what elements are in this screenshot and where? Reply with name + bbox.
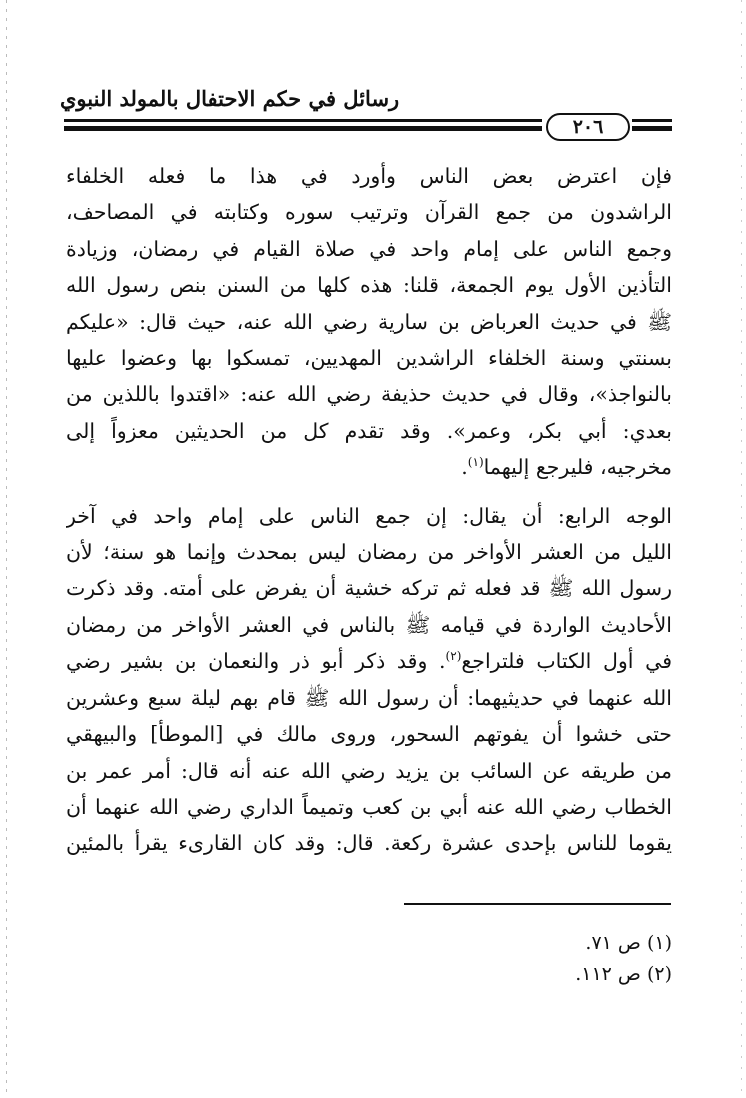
footnote-separator xyxy=(404,903,671,905)
running-title: رسائل في حكم الاحتفال بالمولد النبوي xyxy=(60,86,400,111)
text-line: حتى خشوا أن يفوتهم السحور، وروى مالك في [الموطأ] والبيهقي xyxy=(66,722,672,747)
text-line xyxy=(66,643,672,679)
text-line: ﷺ في حديث العرباض بن سارية رضي الله عنه، حيث قال: «عليكم xyxy=(66,309,672,334)
text-line: يقوما للناس بإحدى عشرة ركعة. قال: وقد كان القارىء يقرأ بالمئين xyxy=(66,831,672,856)
text-fragment: مخرجيه، فليرجع إليهما xyxy=(483,455,672,480)
text-line: الخطاب رضي الله عنه أبي بن كعب وتميماً الداري رضي الله عنهما أن xyxy=(66,794,672,819)
footnote-2: (٢) ص ١١٢. xyxy=(575,963,672,985)
text-line: الوجه الرابع: أن يقال: إن جمع الناس على إمام واحد في آخر xyxy=(66,503,672,528)
text-line: بعدي: أبي بكر، وعمر». وقد تقدم كل من الحديثين معزواً إلى xyxy=(66,418,672,443)
text-line xyxy=(66,449,672,485)
header-rule xyxy=(64,119,542,133)
footnote-1: (١) ص ٧١. xyxy=(585,932,672,954)
text-line: الراشدون من جمع القرآن وترتيب سوره وكتابته في المصاحف، xyxy=(66,200,672,225)
text-line: من طريقه عن السائب بن يزيد رضي الله عنه أنه قال: أمر عمر بن xyxy=(66,758,672,783)
text-line: فإن اعترض بعض الناس وأورد في هذا ما فعله الخلفاء xyxy=(66,164,672,188)
paragraph-gap xyxy=(66,486,672,498)
text-fragment: . xyxy=(461,455,468,480)
footnote-marker-1: (١) xyxy=(467,455,484,470)
footnote-marker-2: (٢) xyxy=(445,649,462,664)
page-edge-left xyxy=(6,0,7,1098)
text-line: الله عنهما في حديثيهما: أن رسول الله ﷺ قام بهم ليلة سبع وعشرين xyxy=(66,685,672,710)
footnotes xyxy=(420,928,672,990)
text-fragment: في أول الكتاب فلتراجع xyxy=(461,649,672,674)
text-line: التأذين الأول يوم الجمعة، قلنا: هذه كلها من السنن بنص رسول الله xyxy=(66,273,672,298)
text-fragment: . وقد ذكر أبو ذر والنعمان بن بشير رضي xyxy=(66,649,446,674)
text-line: بسنتي وسنة الخلفاء الراشدين المهديين، تمسكوا بها وعضوا عليها xyxy=(66,346,672,371)
page-edge-right xyxy=(741,0,742,1098)
header-rule-right xyxy=(632,119,672,133)
text-line: وجمع الناس على إمام واحد في صلاة القيام في رمضان، وزيادة xyxy=(66,236,672,261)
text-line: الأحاديث الواردة في قيامه ﷺ بالناس في العشر الأواخر من رمضان xyxy=(66,612,672,637)
main-text xyxy=(66,158,672,862)
page-number: ٢٠٦ xyxy=(546,113,630,141)
text-line: رسول الله ﷺ قد فعله ثم تركه خشية أن يفرض على أمته. وقد ذكرت xyxy=(66,576,672,601)
text-line: الليل من العشر الأواخر من رمضان ليس بمحدث وإنما هو سنة؛ لأن xyxy=(66,540,672,565)
text-line: بالنواجذ»، وقال في حديث حذيفة رضي الله عنه: «اقتدوا باللذين من xyxy=(66,382,672,407)
